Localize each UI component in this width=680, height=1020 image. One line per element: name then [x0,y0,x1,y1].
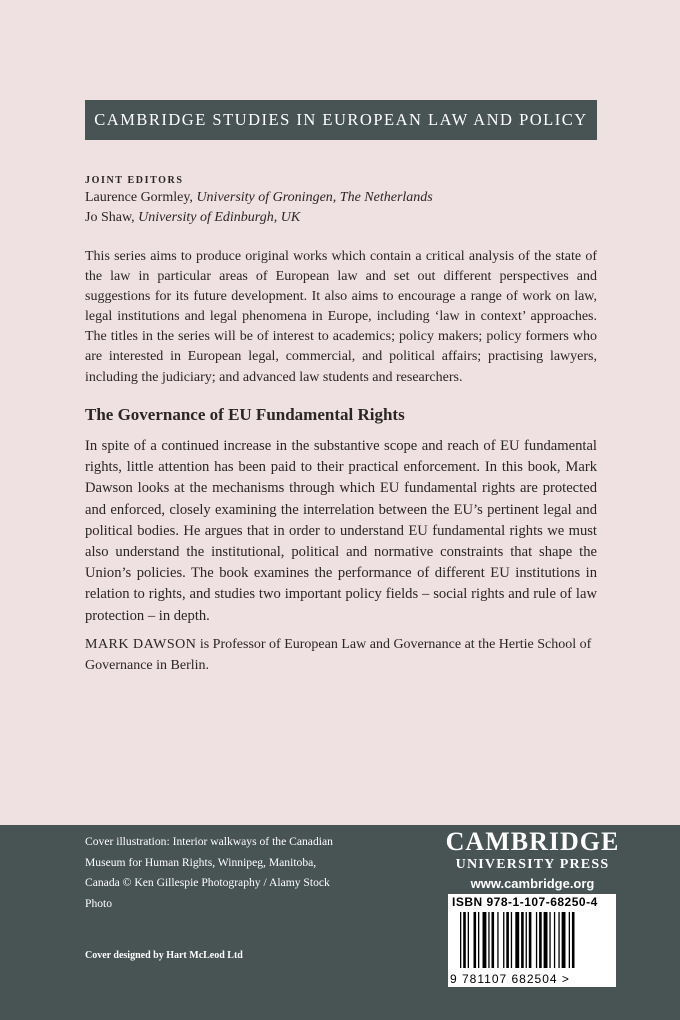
book-description: In spite of a continued increase in the substantive scope and reach of EU fundamental rights, little attention has been paid to their practical enforcement. In this book, Mark Dawson looks at the mechanisms through which EU fundamental rights are protected and enforced, closely examining the interrelation between the EU’s pertinent legal and political bodies. He argues that in order to understand EU fundamental rights we must also understand the institutional, political and normative constraints that shape the Union’s policies. The book examines the performance of different EU institutions in relation to rights, and studies two important policy fields – social rights and rule of law protection – in depth. [85,438,597,624]
author-bio-text: is Professor of European Law and Governance at the Hertie School of Governance in Berlin. [85,637,592,673]
editor-line [85,208,597,228]
cover-credit: Cover illustration: Interior walkways of the Canadian Museum for Human Rights, Winnipeg, Manitoba, Canada © Ken Gillespie Photography / Alamy Stock Photo [85,835,333,910]
barcode-digits: 9 781107 682504 > [450,972,570,986]
series-description: This series aims to produce original works which contain a critical analysis of the state of the law in particular areas of European law and set out different perspectives and suggestions for its future development. It also aims to encourage a range of work on law, legal institutions and legal phenomena in Europe, including ‘law in context’ approaches. The titles in the series will be of interest to academics; policy makers; policy formers who are interested in European legal, commercial, and political affairs; practising lawyers, including the judiciary; and advanced law students and researchers. [85,249,597,385]
series-banner [85,100,597,140]
publisher-url: www.cambridge.org [470,876,595,891]
editor-affiliation: University of Groningen, The Netherlands [196,190,433,205]
publisher-press: UNIVERSITY PRESS [455,857,610,872]
editor-affiliation: University of Edinburgh, UK [138,210,301,225]
isbn-label: ISBN 978-1-107-68250-4 [452,895,598,909]
editors-block [85,174,597,228]
designer-credit: Cover designed by Hart McLeod Ltd [85,950,243,961]
author-bio [85,635,597,676]
author-name: MARK DAWSON [85,637,197,652]
barcode [448,894,616,987]
barcode-bars-icon [460,912,604,968]
editors-label: JOINT EDITORS [85,175,184,186]
publisher-logo [440,828,625,894]
editor-line [85,188,597,208]
series-title: CAMBRIDGE STUDIES IN EUROPEAN LAW AND POLICY [94,110,588,129]
publisher-name: CAMBRIDGE [445,827,620,856]
editor-name: Jo Shaw, [85,210,135,225]
book-title: The Governance of EU Fundamental Rights [85,405,405,424]
editor-name: Laurence Gormley, [85,190,193,205]
